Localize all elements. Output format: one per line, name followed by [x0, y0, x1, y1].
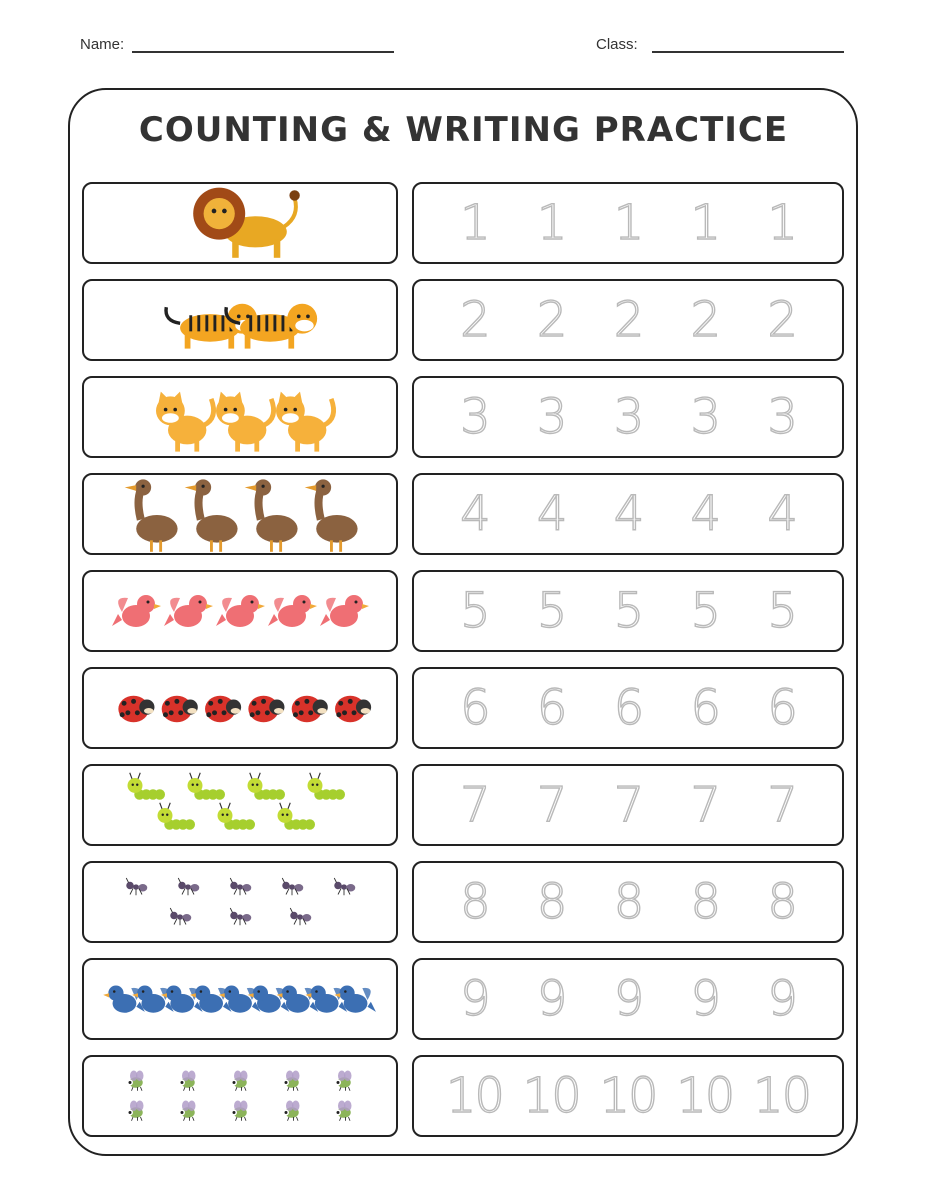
fly-icon [231, 1071, 248, 1091]
trace-digit[interactable]: 5 [536, 583, 566, 639]
fly-icon [335, 1101, 352, 1121]
trace-digit[interactable]: 1 [690, 195, 720, 251]
fly-icon [179, 1101, 196, 1121]
pink-bird-icon [164, 595, 213, 627]
pink-bird-icon [216, 595, 265, 627]
ladybug-icon [248, 696, 284, 723]
trace-digit[interactable]: 6 [536, 680, 566, 736]
animal-group-ant [84, 863, 396, 941]
trace-digit[interactable]: 10 [676, 1068, 734, 1124]
pink-bird-icon [320, 595, 369, 627]
trace-digit[interactable]: 1 [536, 195, 566, 251]
trace-digit[interactable]: 2 [460, 292, 489, 348]
class-field[interactable] [596, 36, 844, 53]
fly-icon [335, 1071, 352, 1091]
picture-box-1 [82, 182, 398, 264]
picture-box-10 [82, 1055, 398, 1137]
trace-digit[interactable]: 3 [613, 389, 643, 445]
trace-digit[interactable]: 3 [767, 389, 796, 445]
ant-icon [230, 908, 251, 925]
trace-digit[interactable]: 8 [690, 874, 720, 930]
ladybug-icon [335, 696, 371, 723]
picture-box-6 [82, 667, 398, 749]
trace-digit[interactable]: 3 [690, 389, 720, 445]
trace-digit[interactable]: 5 [767, 583, 796, 639]
ant-icon [230, 878, 251, 895]
trace-digit[interactable]: 9 [767, 971, 796, 1027]
trace-digit[interactable]: 4 [613, 486, 643, 542]
animal-group-caterpillar [84, 766, 396, 844]
tracing-box-6[interactable] [412, 667, 844, 749]
trace-digit[interactable]: 10 [445, 1068, 503, 1124]
tracing-box-10[interactable] [412, 1055, 844, 1137]
cat-icon [216, 392, 274, 452]
trace-digit[interactable]: 2 [690, 292, 720, 348]
tracing-box-5[interactable] [412, 570, 844, 652]
worksheet-title: COUNTING & WRITING PRACTICE [138, 110, 789, 150]
caterpillar-icon [218, 803, 256, 830]
trace-digit[interactable]: 8 [536, 874, 566, 930]
trace-digit[interactable]: 7 [690, 777, 720, 833]
trace-digit[interactable]: 7 [767, 777, 796, 833]
ant-icon [170, 908, 191, 925]
trace-digit[interactable]: 9 [690, 971, 720, 1027]
picture-box-9 [82, 958, 398, 1040]
name-label: Name: [80, 36, 125, 53]
trace-digit[interactable]: 10 [753, 1068, 811, 1124]
trace-digit[interactable]: 6 [690, 680, 720, 736]
trace-digit[interactable]: 8 [613, 874, 643, 930]
animal-group-tiger [84, 281, 396, 359]
ant-icon [126, 878, 147, 895]
pink-bird-icon [268, 595, 317, 627]
picture-box-8 [82, 861, 398, 943]
fly-icon [283, 1071, 300, 1091]
fly-icon [127, 1071, 144, 1091]
duck-icon [185, 479, 238, 551]
trace-digit[interactable]: 2 [536, 292, 566, 348]
class-line[interactable] [652, 37, 844, 53]
tracing-box-3[interactable] [412, 376, 844, 458]
picture-box-3 [82, 376, 398, 458]
ladybug-icon [118, 696, 154, 723]
blue-bird-icon [334, 986, 376, 1013]
trace-digit[interactable]: 4 [767, 486, 796, 542]
tracing-box-7[interactable] [412, 764, 844, 846]
lion-icon [193, 188, 300, 258]
trace-digit[interactable]: 7 [460, 777, 489, 833]
tracing-box-8[interactable] [412, 861, 844, 943]
ant-icon [282, 878, 303, 895]
caterpillar-icon [128, 773, 166, 800]
trace-digit[interactable]: 9 [536, 971, 566, 1027]
picture-box-2 [82, 279, 398, 361]
trace-digit[interactable]: 5 [690, 583, 720, 639]
animal-group-ladybug [84, 669, 396, 747]
class-label: Class: [596, 36, 638, 53]
trace-digit[interactable]: 4 [460, 486, 489, 542]
tracing-box-2[interactable] [412, 279, 844, 361]
trace-digit[interactable]: 2 [613, 292, 643, 348]
animal-group-lion [84, 184, 396, 262]
tracing-box-4[interactable] [412, 473, 844, 555]
name-line[interactable] [132, 37, 394, 53]
animal-group-blue-bird [84, 960, 396, 1038]
cat-icon [156, 392, 214, 452]
ant-icon [290, 908, 311, 925]
cat-icon [276, 392, 334, 452]
trace-digit[interactable]: 2 [767, 292, 796, 348]
duck-icon [245, 479, 298, 551]
trace-digit[interactable]: 3 [460, 389, 489, 445]
trace-digit[interactable]: 6 [460, 680, 489, 736]
trace-digit[interactable]: 6 [767, 680, 796, 736]
trace-digit[interactable]: 5 [613, 583, 643, 639]
animal-group-cat [84, 378, 396, 456]
trace-digit[interactable]: 8 [767, 874, 796, 930]
picture-box-7 [82, 764, 398, 846]
duck-icon [125, 479, 178, 551]
trace-digit[interactable]: 1 [613, 195, 643, 251]
fly-icon [127, 1101, 144, 1121]
ant-icon [178, 878, 199, 895]
trace-digit[interactable]: 4 [690, 486, 720, 542]
name-field[interactable] [80, 36, 394, 53]
ladybug-icon [292, 696, 328, 723]
tracing-box-1[interactable] [412, 182, 844, 264]
trace-digit[interactable]: 9 [460, 971, 489, 1027]
caterpillar-icon [158, 803, 196, 830]
trace-digit[interactable]: 10 [599, 1068, 657, 1124]
trace-digit[interactable]: 1 [767, 195, 796, 251]
ladybug-icon [205, 696, 241, 723]
caterpillar-icon [188, 773, 226, 800]
caterpillar-icon [248, 773, 286, 800]
trace-digit[interactable]: 8 [460, 874, 489, 930]
picture-box-5 [82, 570, 398, 652]
caterpillar-icon [278, 803, 316, 830]
trace-digit[interactable]: 1 [460, 195, 489, 251]
fly-icon [283, 1101, 300, 1121]
tracing-box-9[interactable] [412, 958, 844, 1040]
picture-box-4 [82, 473, 398, 555]
trace-digit[interactable]: 6 [613, 680, 643, 736]
trace-digit[interactable]: 5 [460, 583, 489, 639]
duck-icon [305, 479, 358, 551]
animal-group-fly [84, 1057, 396, 1135]
trace-digit[interactable]: 7 [536, 777, 566, 833]
trace-digit[interactable]: 7 [613, 777, 643, 833]
trace-digit[interactable]: 9 [613, 971, 643, 1027]
trace-digit[interactable]: 10 [522, 1068, 580, 1124]
animal-group-duck [84, 475, 396, 553]
ant-icon [334, 878, 355, 895]
caterpillar-icon [308, 773, 346, 800]
pink-bird-icon [112, 595, 161, 627]
fly-icon [179, 1071, 196, 1091]
trace-digit[interactable]: 3 [536, 389, 566, 445]
ladybug-icon [162, 696, 198, 723]
animal-group-pink-bird [84, 572, 396, 650]
fly-icon [231, 1101, 248, 1121]
trace-digit[interactable]: 4 [536, 486, 566, 542]
